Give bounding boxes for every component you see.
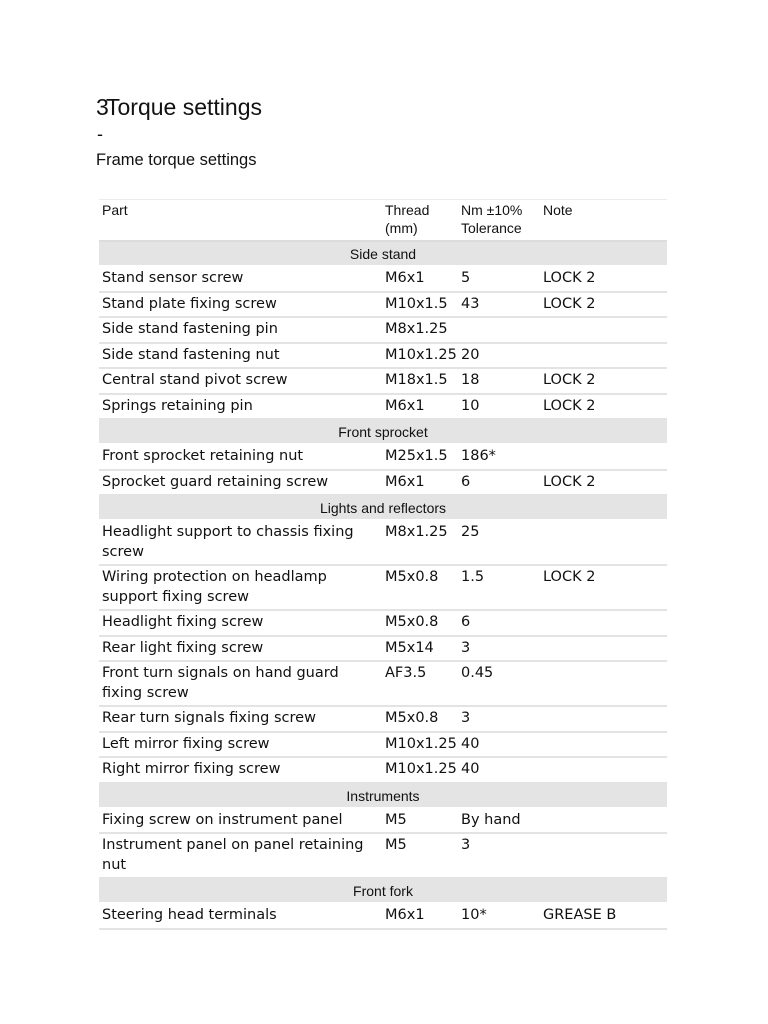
cell-part: Sprocket guard retaining screw — [99, 470, 382, 496]
cell-note — [540, 317, 667, 343]
table-row — [99, 368, 667, 394]
cell-part: Instrument panel on panel retaining nut — [99, 833, 382, 878]
cell-thread: M6x1 — [382, 394, 458, 420]
cell-part: Front sprocket retaining nut — [99, 444, 382, 470]
cell-part: Rear light fixing screw — [99, 636, 382, 662]
header-note: Note — [540, 200, 667, 242]
cell-part: Headlight fixing screw — [99, 610, 382, 636]
cell-torque: 186* — [458, 444, 540, 470]
cell-torque: 20 — [458, 343, 540, 369]
section-title: Front sprocket — [99, 419, 667, 444]
cell-note: LOCK 2 — [540, 368, 667, 394]
table-row — [99, 394, 667, 420]
cell-part: Front turn signals on hand guard fixing screw — [99, 661, 382, 706]
cell-note: LOCK 2 — [540, 394, 667, 420]
table-row — [99, 636, 667, 662]
cell-part: Side stand fastening pin — [99, 317, 382, 343]
cell-part: Headlight support to chassis fixing screw — [99, 520, 382, 565]
torque-table — [99, 199, 667, 930]
cell-part: Stand sensor screw — [99, 266, 382, 292]
cell-thread: M8x1.25 — [382, 520, 458, 565]
cell-torque: 3 — [458, 706, 540, 732]
cell-torque: 5 — [458, 266, 540, 292]
cell-torque: 25 — [458, 520, 540, 565]
cell-torque — [458, 317, 540, 343]
cell-note — [540, 636, 667, 662]
cell-note — [540, 808, 667, 834]
table-row — [99, 266, 667, 292]
cell-thread: M6x1 — [382, 903, 458, 929]
cell-part: Wiring protection on headlamp support fixing screw — [99, 565, 382, 610]
cell-note — [540, 520, 667, 565]
cell-torque: 43 — [458, 292, 540, 318]
cell-part: Fixing screw on instrument panel — [99, 808, 382, 834]
table-row — [99, 661, 667, 706]
cell-thread: M5x0.8 — [382, 565, 458, 610]
cell-torque: 10* — [458, 903, 540, 929]
header-nm: Nm ±10% Tolerance — [458, 200, 540, 242]
section-title: Lights and reflectors — [99, 495, 667, 520]
section-header-row — [99, 241, 667, 266]
cell-thread: M5x0.8 — [382, 610, 458, 636]
header-part: Part — [99, 200, 382, 242]
cell-note: LOCK 2 — [540, 470, 667, 496]
cell-note — [540, 833, 667, 878]
header-thread: Thread (mm) — [382, 200, 458, 242]
cell-part: Side stand fastening nut — [99, 343, 382, 369]
cell-torque: 3 — [458, 833, 540, 878]
table-body — [99, 241, 667, 929]
cell-thread: M5x0.8 — [382, 706, 458, 732]
cell-thread: M5 — [382, 808, 458, 834]
section-header-row — [99, 878, 667, 903]
table-row — [99, 610, 667, 636]
cell-thread: M5x14 — [382, 636, 458, 662]
cell-note — [540, 343, 667, 369]
cell-thread: M10x1.25 — [382, 732, 458, 758]
table-row — [99, 833, 667, 878]
section-header-row — [99, 783, 667, 808]
page-title: Torque settings — [106, 94, 262, 120]
title-dash: - — [97, 124, 103, 144]
table-row — [99, 292, 667, 318]
cell-part: Right mirror fixing screw — [99, 757, 382, 783]
cell-torque: 6 — [458, 610, 540, 636]
cell-torque: 18 — [458, 368, 540, 394]
cell-thread: M8x1.25 — [382, 317, 458, 343]
cell-note: GREASE B — [540, 903, 667, 929]
cell-torque: 1.5 — [458, 565, 540, 610]
cell-note — [540, 661, 667, 706]
table-row — [99, 757, 667, 783]
cell-torque: 6 — [458, 470, 540, 496]
cell-part: Springs retaining pin — [99, 394, 382, 420]
table-row — [99, 317, 667, 343]
cell-note — [540, 757, 667, 783]
cell-thread: M6x1 — [382, 470, 458, 496]
cell-note — [540, 444, 667, 470]
section-title: Front fork — [99, 878, 667, 903]
cell-part: Central stand pivot screw — [99, 368, 382, 394]
cell-note — [540, 610, 667, 636]
cell-thread: M5 — [382, 833, 458, 878]
cell-thread: AF3.5 — [382, 661, 458, 706]
section-title: Instruments — [99, 783, 667, 808]
cell-part: Steering head terminals — [99, 903, 382, 929]
cell-note: LOCK 2 — [540, 266, 667, 292]
cell-thread: M10x1.25 — [382, 343, 458, 369]
table-row — [99, 732, 667, 758]
cell-thread: M25x1.5 — [382, 444, 458, 470]
table-row — [99, 470, 667, 496]
cell-part: Stand plate fixing screw — [99, 292, 382, 318]
cell-thread: M6x1 — [382, 266, 458, 292]
cell-part: Rear turn signals fixing screw — [99, 706, 382, 732]
cell-thread: M10x1.25 — [382, 757, 458, 783]
cell-torque: 40 — [458, 757, 540, 783]
table-row — [99, 520, 667, 565]
cell-torque: 0.45 — [458, 661, 540, 706]
section-number: 3 — [96, 94, 109, 120]
table-row — [99, 343, 667, 369]
table-row — [99, 808, 667, 834]
cell-thread: M18x1.5 — [382, 368, 458, 394]
table-row — [99, 903, 667, 929]
table-row — [99, 565, 667, 610]
cell-torque: 3 — [458, 636, 540, 662]
page-subtitle: Frame torque settings — [96, 151, 257, 169]
cell-note: LOCK 2 — [540, 565, 667, 610]
cell-note — [540, 732, 667, 758]
cell-note — [540, 706, 667, 732]
cell-thread: M10x1.5 — [382, 292, 458, 318]
section-header-row — [99, 495, 667, 520]
cell-torque: By hand — [458, 808, 540, 834]
cell-torque: 10 — [458, 394, 540, 420]
cell-torque: 40 — [458, 732, 540, 758]
cell-note: LOCK 2 — [540, 292, 667, 318]
section-title: Side stand — [99, 241, 667, 266]
table-row — [99, 444, 667, 470]
cell-part: Left mirror fixing screw — [99, 732, 382, 758]
table-row — [99, 706, 667, 732]
section-header-row — [99, 419, 667, 444]
table-header-row — [99, 200, 667, 242]
